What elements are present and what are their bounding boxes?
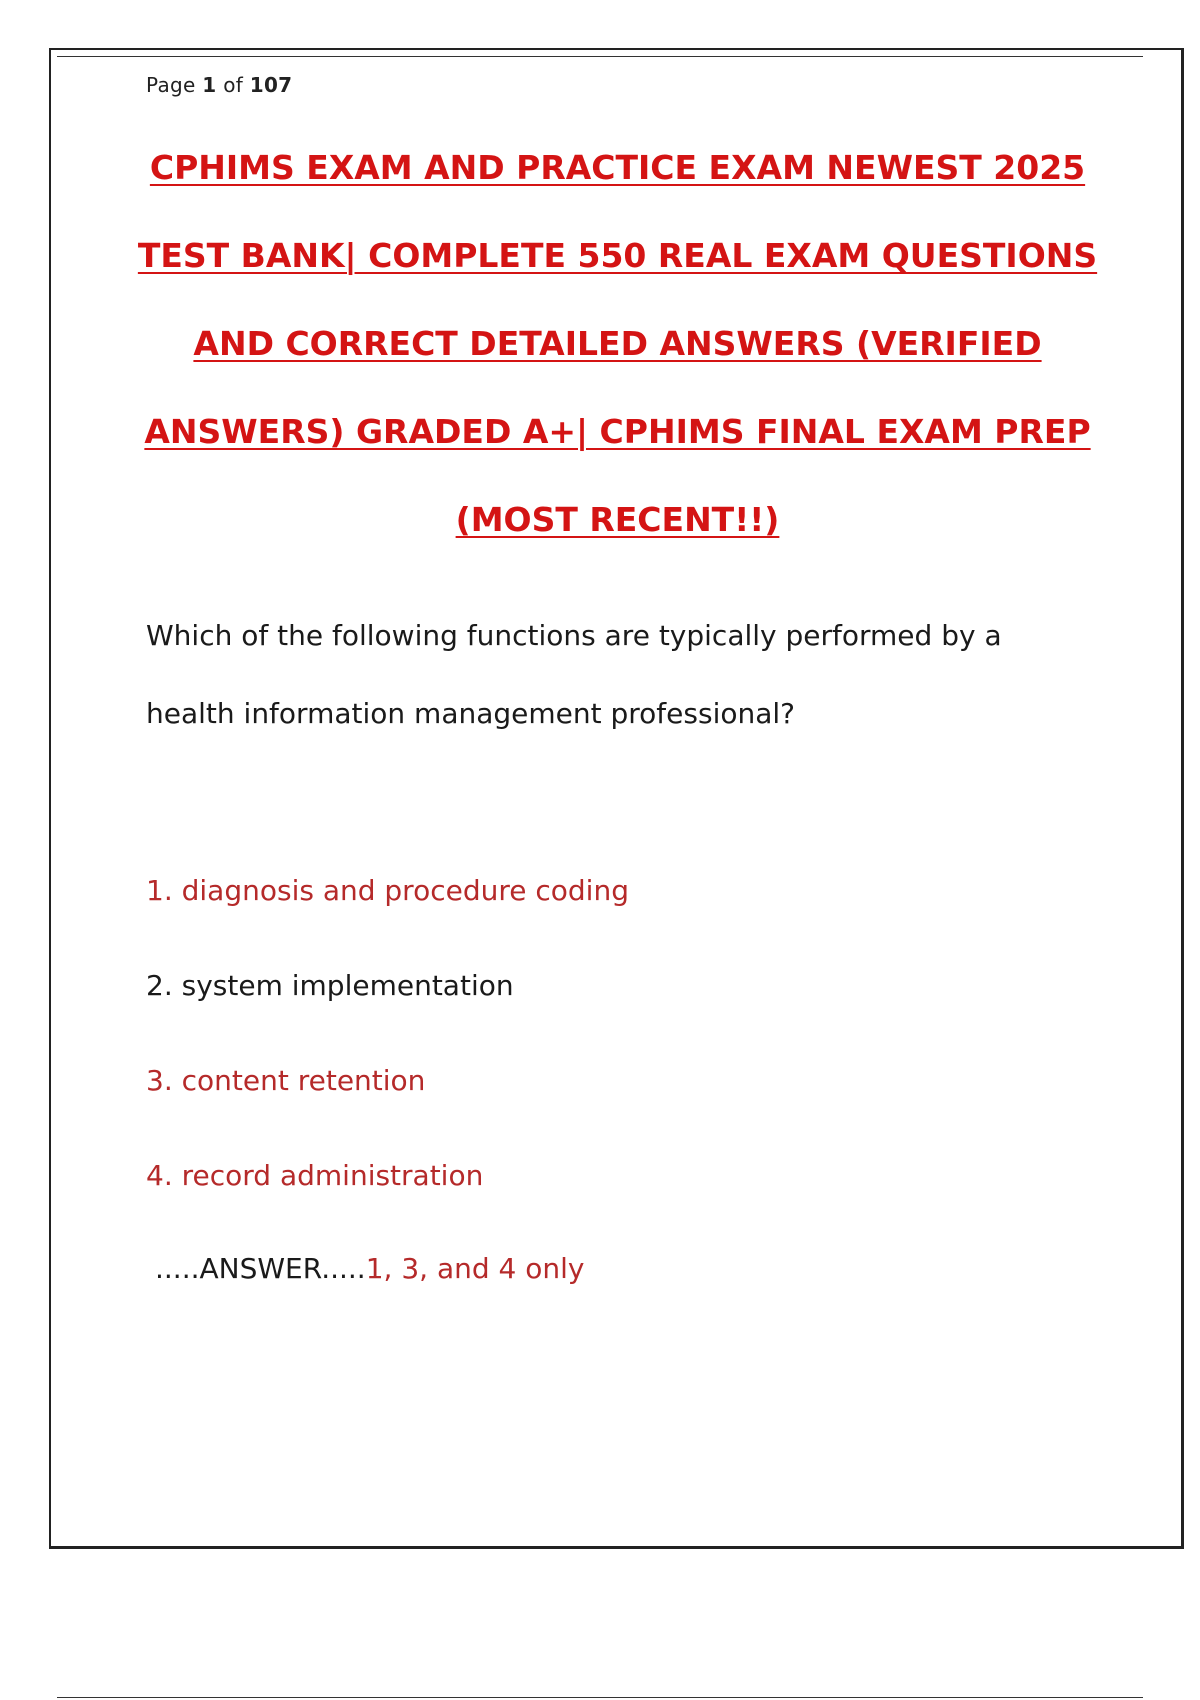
option-1: 1. diagnosis and procedure coding	[146, 874, 629, 907]
answer-prefix: .....ANSWER.....	[155, 1252, 366, 1285]
document-title	[100, 138, 1135, 578]
page-current: 1	[202, 73, 217, 97]
answer-line	[155, 1252, 584, 1285]
option-2: 2. system implementation	[146, 969, 514, 1002]
page-of: of	[223, 73, 244, 97]
option-4: 4. record administration	[146, 1159, 484, 1192]
title-line-3: AND CORRECT DETAILED ANSWERS (VERIFIED	[193, 324, 1042, 363]
bottom-rule	[57, 1697, 1143, 1698]
title-line-1: CPHIMS EXAM AND PRACTICE EXAM NEWEST 2025	[149, 148, 1086, 187]
title-line-5: (MOST RECENT!!)	[455, 500, 780, 539]
option-3: 3. content retention	[146, 1064, 426, 1097]
title-line-2: TEST BANK| COMPLETE 550 REAL EXAM QUESTIONS	[137, 236, 1098, 275]
page-total: 107	[249, 73, 293, 97]
top-rule	[57, 56, 1143, 57]
title-line-4: ANSWERS) GRADED A+| CPHIMS FINAL EXAM PREP	[144, 412, 1091, 451]
page-label: Page	[146, 73, 196, 97]
answer-value: 1, 3, and 4 only	[365, 1252, 585, 1285]
page-number	[146, 73, 292, 97]
question-text: Which of the following functions are typically performed by a health information management professional?	[146, 619, 1002, 730]
